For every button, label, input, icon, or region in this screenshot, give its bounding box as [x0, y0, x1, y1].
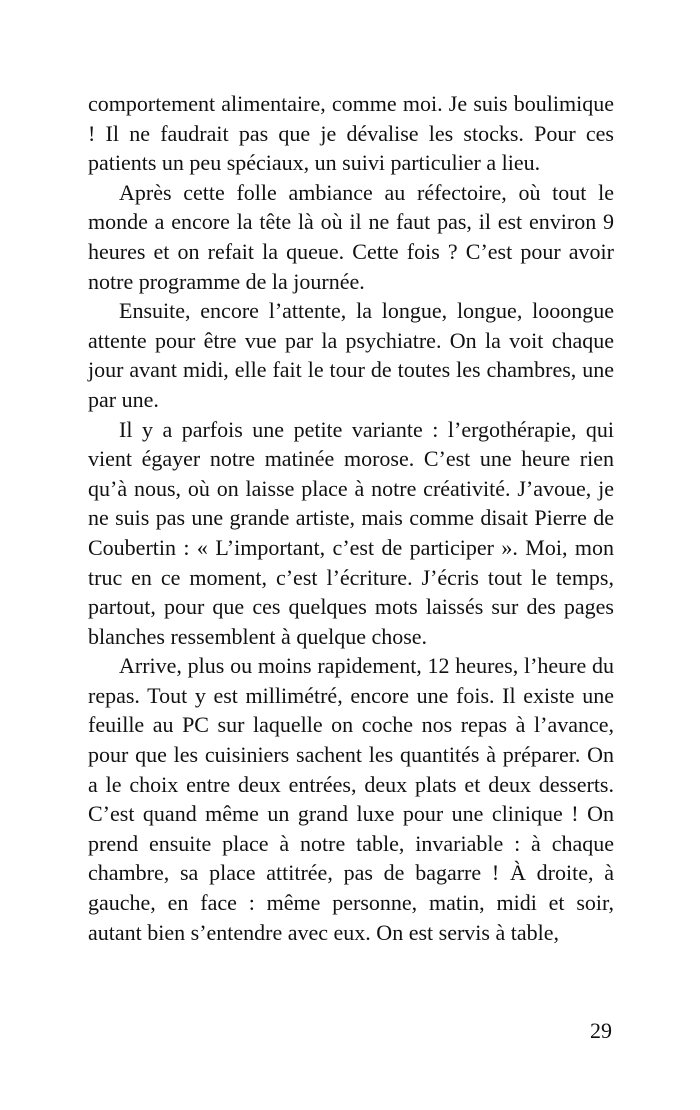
paragraph-1: comportement alimentaire, comme moi. Je suis boulimique ! Il ne faudrait pas que je dévalise les stocks. Pour ces patients un peu spéciaux, un suivi particulier a lieu. — [88, 91, 614, 176]
paragraph-2: Après cette folle ambiance au réfectoire, où tout le monde a encore la tête là où il ne faut pas, il est environ 9 heures et on refait la queue. Cette fois ? C’est pour avoir notre programme de la journée. — [88, 179, 614, 294]
paragraph-5: Arrive, plus ou moins rapidement, 12 heures, l’heure du repas. Tout y est millimétré, encore une fois. Il existe une feuille au PC sur laquelle on coche nos repas à l’avance, pour que les cuisiniers sachent les quantités à préparer. On a le choix entre deux entrées, deux plats et deux desserts. C’est quand même un grand luxe pour une clinique ! On prend ensuite place à notre table, invariable : à chaque chambre, sa place attitrée, pas de bagarre ! À droite, à gauche, en face : même personne, matin, midi et soir, autant bien s’entendre avec eux. On est servis à table, — [88, 653, 614, 945]
body-text — [88, 89, 614, 947]
paragraph-3: Ensuite, encore l’attente, la longue, longue, looongue attente pour être vue par la psychiatre. On la voit chaque jour avant midi, elle fait le tour de toutes les chambres, une par une. — [88, 298, 614, 412]
page-number: 29 — [590, 1018, 612, 1043]
paragraph-4: Il y a parfois une petite variante : l’ergothérapie, qui vient égayer notre matinée morose. C’est une heure rien qu’à nous, où on laisse place à notre créativité. J’avoue, je ne suis pas une grande artiste, mais comme disait Pierre de Coubertin : « L’important, c’est de participer ». Moi, mon truc en ce moment, c’est l’écriture. J’écris tout le temps, partout, pour que ces quelques mots laissés sur des pages blanches ressemblent à quelque chose. — [88, 416, 614, 649]
